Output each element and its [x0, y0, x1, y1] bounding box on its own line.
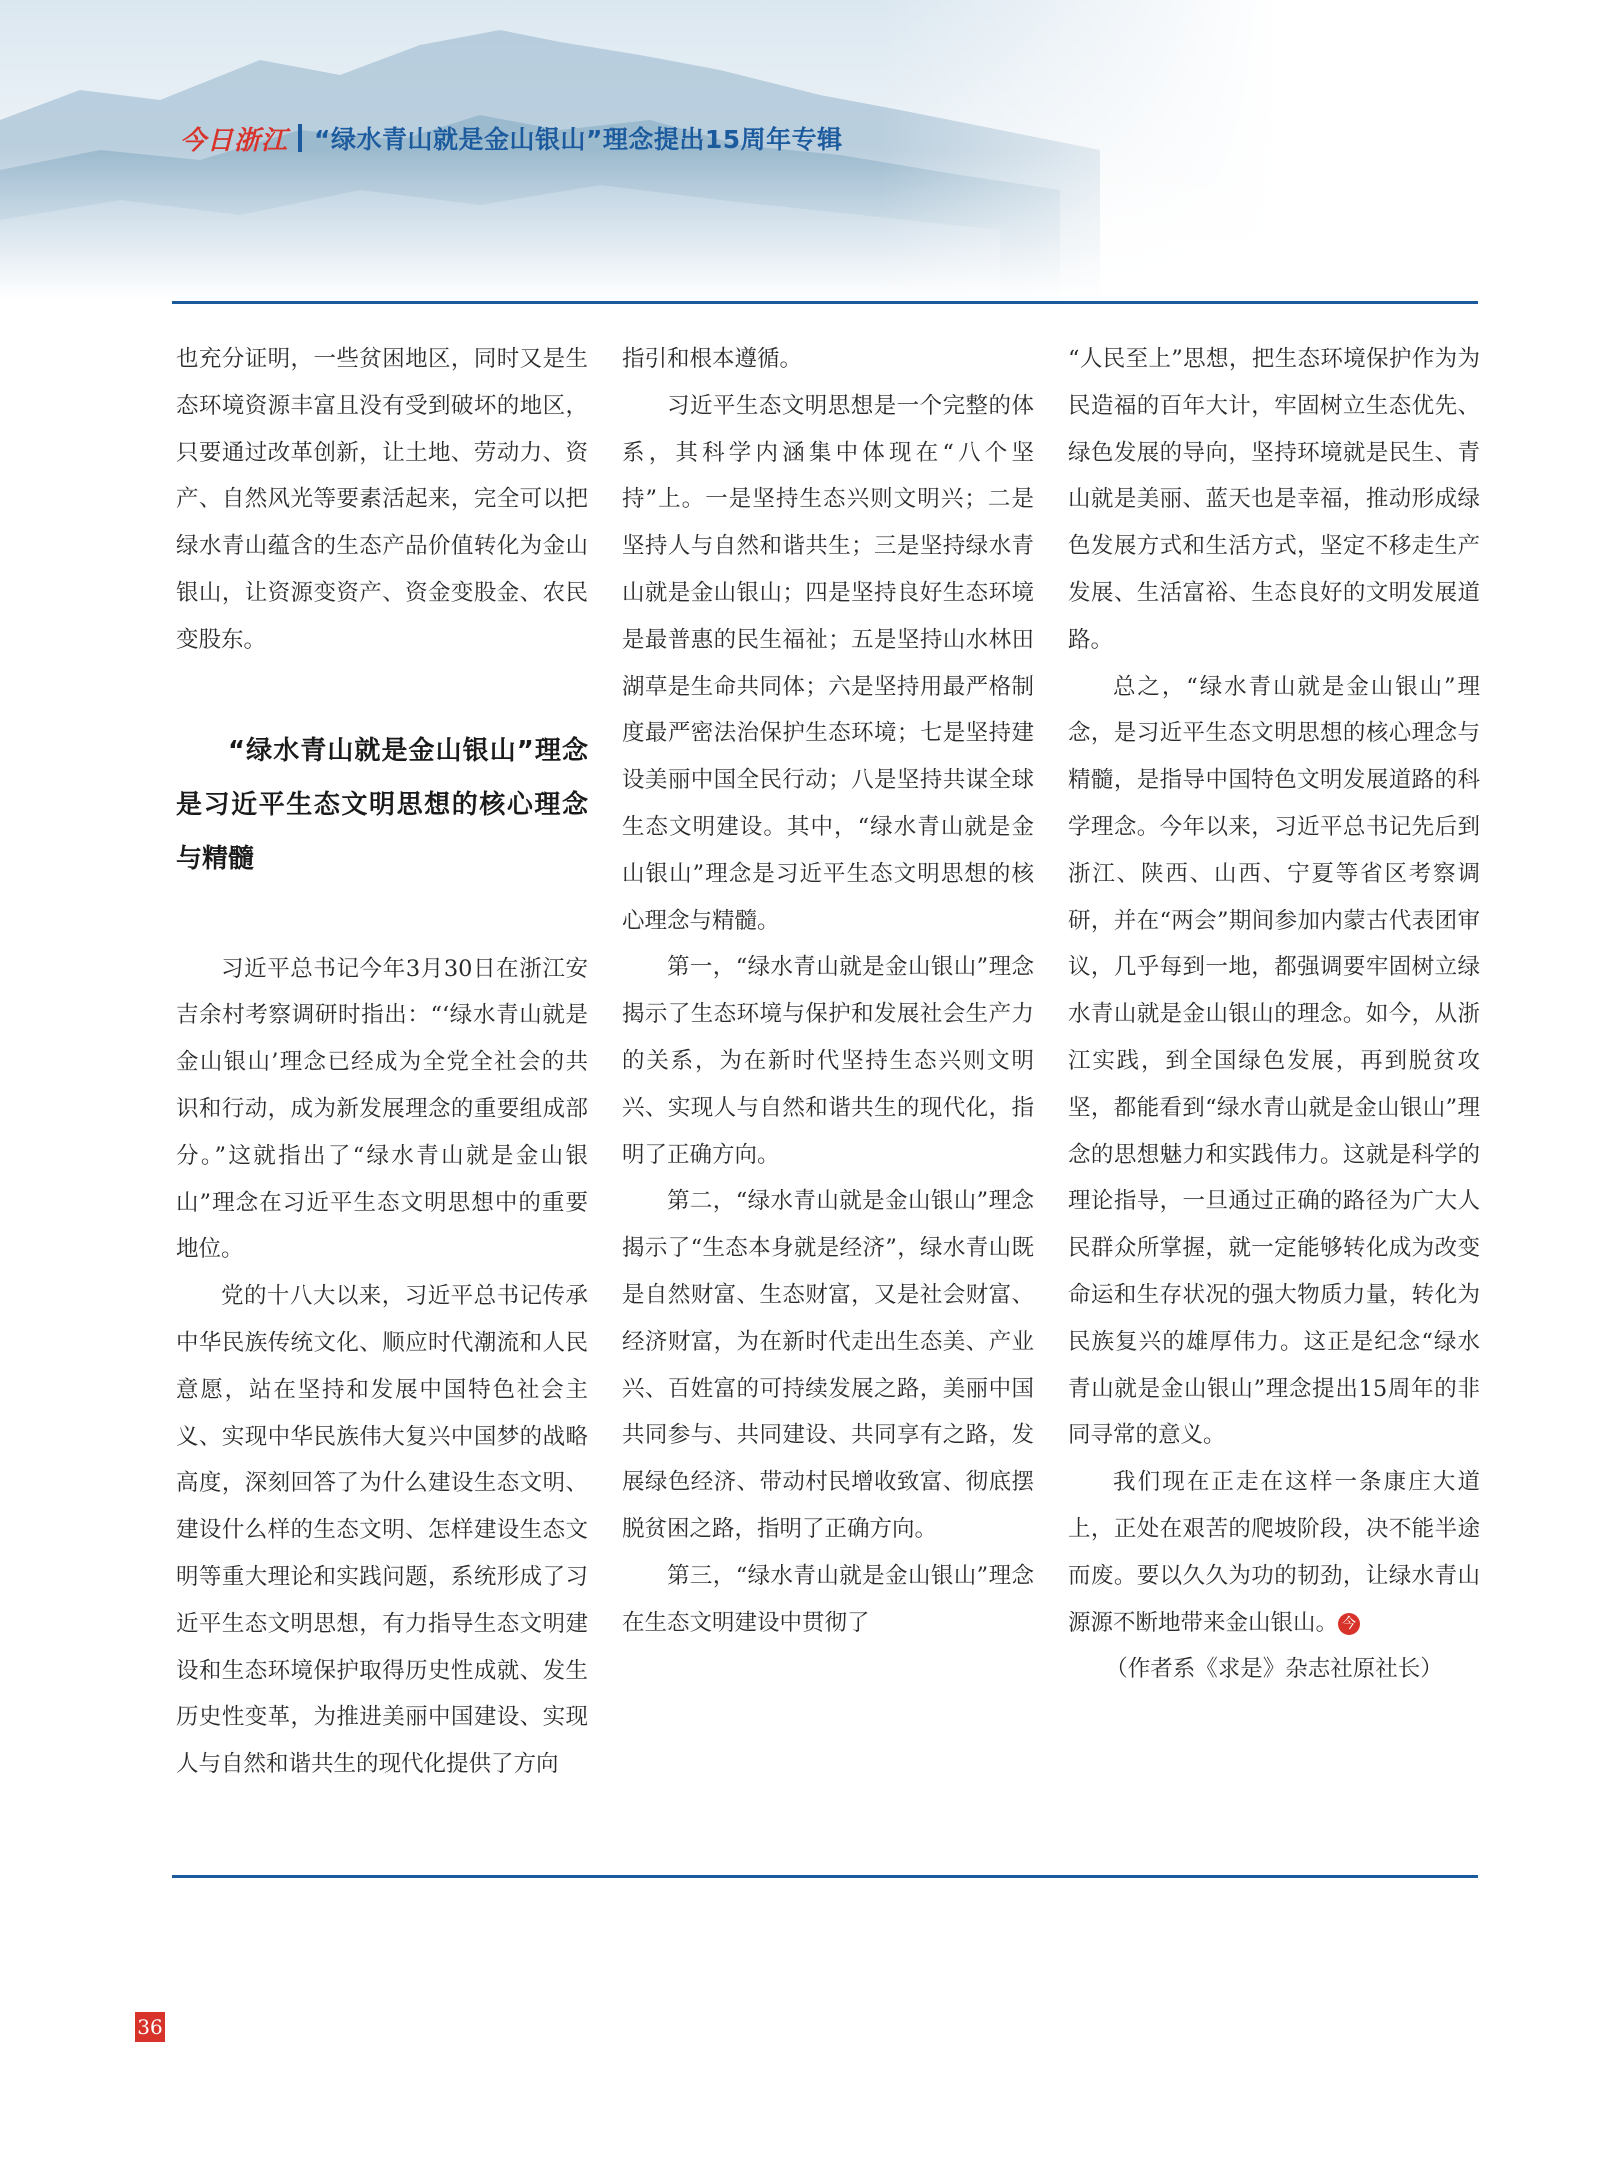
body-paragraph: “人民至上”思想，把生态环境保护作为为民造福的百年大计，牢固树立生态优先、绿色发展的导向，坚持环境就是民生、青山就是美丽、蓝天也是幸福，推动形成绿色发展方式和生活方式，坚定不移走生产发展、生活富裕、生态良好的文明发展道路。 — [1068, 346, 1480, 653]
author-note: （作者系《求是》杂志社原社长） — [1105, 1656, 1443, 1683]
magazine-logo: 今日浙江 — [180, 125, 289, 156]
body-paragraph: 指引和根本遵循。 — [622, 346, 803, 372]
paragraph-text: 我们现在正走在这样一条康庄大道上，正处在艰苦的爬坡阶段，决不能半途而废。要以久久为功的韧劲，让绿水青山源源不断地带来金山银山。 — [1068, 1469, 1480, 1636]
body-paragraph: 第一，“绿水青山就是金山银山”理念揭示了生态环境与保护和发展社会生产力的关系，为在新时代坚持生态兴则文明兴、实现人与自然和谐共生的现代化，指明了正确方向。 — [622, 954, 1034, 1168]
body-paragraph: 习近平生态文明思想是一个完整的体系，其科学内涵集中体现在“八个坚持”上。一是坚持生态兴则文明兴；二是坚持人与自然和谐共生；三是坚持绿水青山就是金山银山；四是坚持良好生态环境是最普惠的民生福祉；五是坚持山水林田湖草是生命共同体；六是坚持用最严格制度最严密法治保护生态环境；七是坚持建设美丽中国全民行动；八是坚持共谋全球生态文明建设。其中，“绿水青山就是金山银山”理念是习近平生态文明思想的核心理念与精髓。 — [622, 392, 1034, 934]
body-paragraph: 习近平总书记今年3月30日在浙江安吉余村考察调研时指出：“‘绿水青山就是金山银山’理念已经成为全党全社会的共识和行动，成为新发展理念的重要组成部分。”这就指出了“绿水青山就是金山银山”理念在习近平生态文明思想中的重要地位。 — [176, 955, 588, 1263]
text-column-3 — [1068, 336, 1480, 1693]
section-header — [180, 118, 843, 158]
end-mark-icon: 今 — [1338, 1613, 1360, 1635]
section-title: “绿水青山就是金山银山”理念提出15周年专辑 — [314, 125, 843, 154]
body-paragraph: 第二，“绿水青山就是金山银山”理念揭示了“生态本身就是经济”，绿水青山既是自然财富、生态财富，又是社会财富、经济财富，为在新时代走出生态美、产业兴、百姓富的可持续发展之路，美丽中国共同参与、共同建设、共同享有之路，发展绿色经济、带动村民增收致富、彻底摆脱贫困之路，指明了正确方向。 — [622, 1188, 1034, 1542]
body-paragraph: 第三，“绿水青山就是金山银山”理念在生态文明建设中贯彻了 — [622, 1562, 1034, 1636]
body-paragraph: 总之，“绿水青山就是金山银山”理念，是习近平生态文明思想的核心理念与精髓，是指导中国特色文明发展道路的科学理念。今年以来，习近平总书记先后到浙江、陕西、山西、宁夏等省区考察调研，并在“两会”期间参加内蒙古代表团审议，几乎每到一地，都强调要牢固树立绿水青山就是金山银山的理念。如今，从浙江实践，到全国绿色发展，再到脱贫攻坚，都能看到“绿水青山就是金山银山”理念的思想魅力和实践伟力。这就是科学的理论指导，一旦通过正确的路径为广大人民群众所掌握，就一定能够转化成为改变命运和生存状况的强大物质力量，转化为民族复兴的雄厚伟力。这正是纪念“绿水青山就是金山银山”理念提出15周年的非同寻常的意义。 — [1068, 673, 1480, 1449]
header-divider — [298, 124, 302, 152]
body-paragraph — [1068, 1459, 1480, 1646]
section-subheading: “绿水青山就是金山银山”理念是习近平生态文明思想的核心理念与精髓 — [176, 735, 588, 874]
bottom-rule — [172, 1875, 1478, 1878]
top-rule — [172, 301, 1478, 304]
body-paragraph: 党的十八大以来，习近平总书记传承中华民族传统文化、顺应时代潮流和人民意愿，站在坚持和发展中国特色社会主义、实现中华民族伟大复兴中国梦的战略高度，深刻回答了为什么建设生态文明、建设什么样的生态文明、怎样建设生态文明等重大理论和实践问题，系统形成了习近平生态文明思想，有力指导生态文明建设和生态环境保护取得历史性成就、发生历史性变革，为推进美丽中国建设、实现人与自然和谐共生的现代化提供了方向 — [176, 1283, 588, 1778]
body-paragraph: 也充分证明，一些贫困地区，同时又是生态环境资源丰富且没有受到破坏的地区，只要通过改革创新，让土地、劳动力、资产、自然风光等要素活起来，完全可以把绿水青山蕴含的生态产品价值转化为金山银山，让资源变资产、资金变股金、农民变股东。 — [176, 346, 588, 653]
text-column-1 — [176, 336, 588, 1788]
page-number: 36 — [135, 2012, 165, 2042]
text-column-2 — [622, 336, 1034, 1646]
